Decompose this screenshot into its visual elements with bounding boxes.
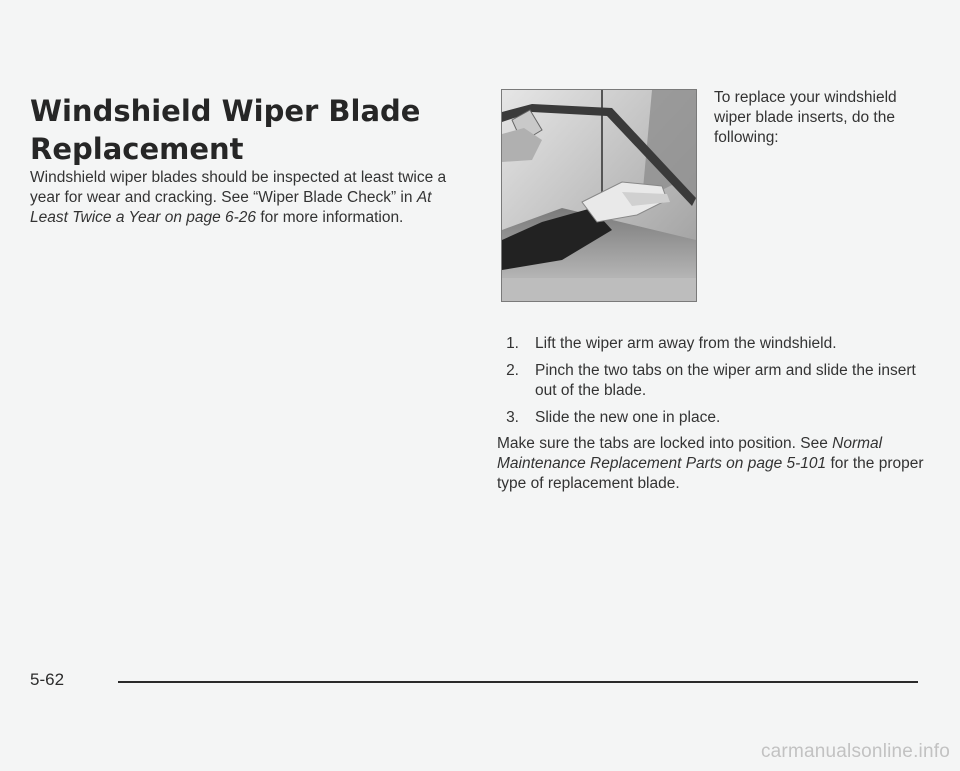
note-text-before: Make sure the tabs are locked into position. See xyxy=(497,435,833,452)
page-title: Windshield Wiper Blade Replacement xyxy=(30,94,421,166)
intro-text-after: for more information. xyxy=(256,209,404,226)
intro-paragraph xyxy=(30,168,450,228)
watermark: carmanualsonline.info xyxy=(760,741,950,762)
note-cross-reference-link[interactable]: Normal Maintenance Replacement Parts on page 5-101 xyxy=(497,435,883,472)
list-item xyxy=(497,408,927,428)
note-paragraph xyxy=(497,434,927,494)
list-item xyxy=(497,334,927,354)
replacement-steps-list xyxy=(497,334,927,435)
list-item xyxy=(497,361,927,401)
step-number: 1. xyxy=(506,335,519,352)
note-text-after: for the proper type of replacement blade. xyxy=(497,455,924,492)
footer-rule xyxy=(118,681,918,683)
wiper-blade-illustration xyxy=(502,90,696,301)
intro-text-before: Windshield wiper blades should be inspected at least twice a year for wear and cracking. See “Wiper Blade Check” in xyxy=(30,169,447,206)
step-text: Slide the new one in place. xyxy=(535,409,721,426)
intro-cross-reference-link[interactable]: At Least Twice a Year on page 6-26 xyxy=(30,189,432,226)
step-text: Pinch the two tabs on the wiper arm and slide the insert out of the blade. xyxy=(535,362,916,399)
step-text: Lift the wiper arm away from the windshield. xyxy=(535,335,837,352)
step-number: 3. xyxy=(506,409,519,426)
step-number: 2. xyxy=(506,362,519,379)
page-number: 5-62 xyxy=(30,670,65,689)
replace-intro-text: To replace your windshield wiper blade inserts, do the following: xyxy=(714,89,897,146)
wiper-blade-photo xyxy=(501,89,697,302)
